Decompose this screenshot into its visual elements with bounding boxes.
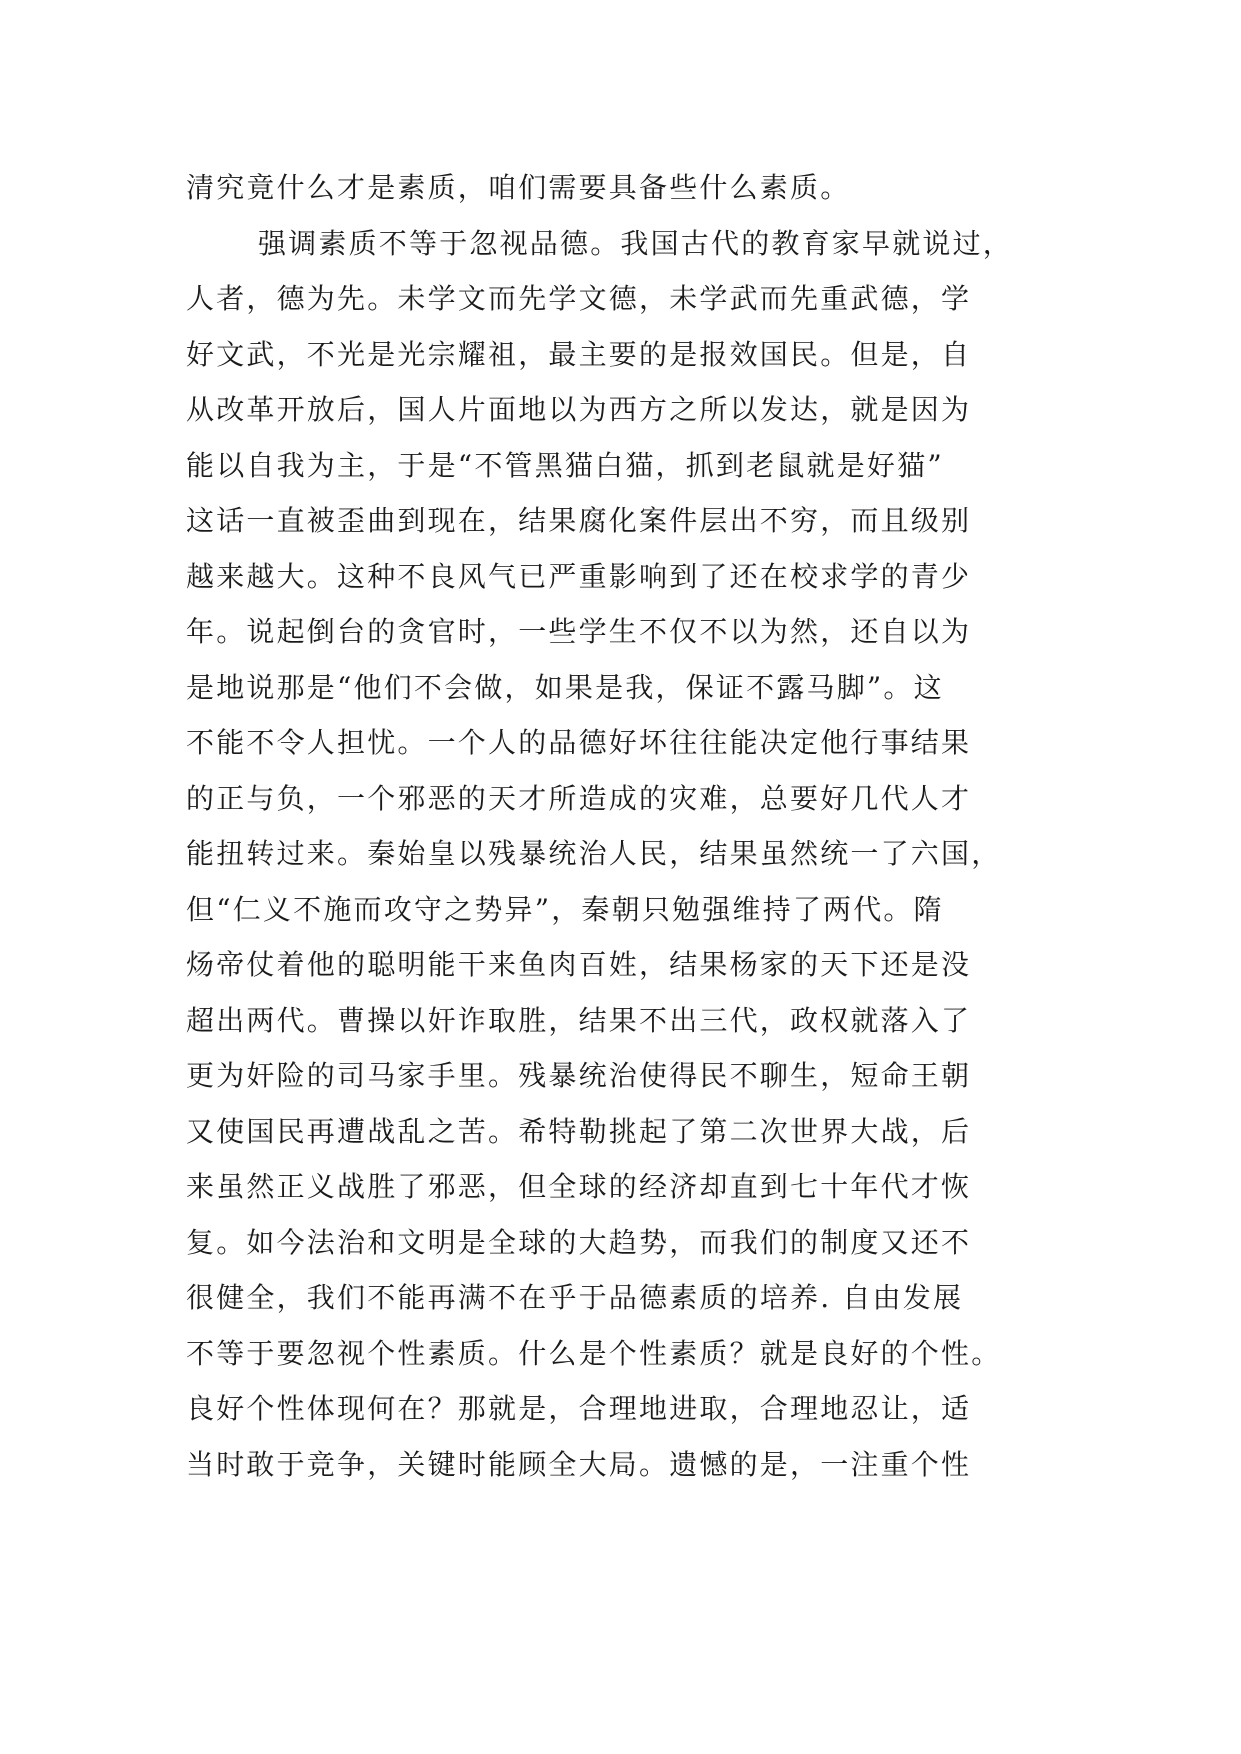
text-line: 来虽然正义战胜了邪恶，但全球的经济却直到七十年代才恢 xyxy=(186,1170,972,1203)
text-line: 炀帝仗着他的聪明能干来鱼肉百姓，结果杨家的天下还是没 xyxy=(186,948,972,981)
text-line: 更为奸险的司马家手里。残暴统治使得民不聊生，短命王朝 xyxy=(186,1059,972,1092)
text-line: 从改革开放后，国人片面地以为西方之所以发达，就是因为 xyxy=(186,393,972,426)
paragraph-first-line: 强调素质不等于忽视品德。我国古代的教育家早就说过， xyxy=(258,226,1014,260)
text-line: 能扭转过来。秦始皇以残暴统治人民，结果虽然统一了六国， xyxy=(186,837,1002,870)
text-line: 良好个性体现何在？那就是，合理地进取，合理地忍让，适 xyxy=(186,1392,972,1425)
text-line: 能以自我为主，于是“不管黑猫白猫，抓到老鼠就是好猫” xyxy=(186,448,944,482)
text-line: 好文武，不光是光宗耀祖，最主要的是报效国民。但是，自 xyxy=(186,337,972,371)
text-line: 这话一直被歪曲到现在，结果腐化案件层出不穷，而且级别 xyxy=(186,504,972,537)
text-line: 的正与负，一个邪恶的天才所造成的灾难，总要好几代人才 xyxy=(186,781,972,815)
text-line: 又使国民再遭战乱之苦。希特勒挑起了第二次世界大战，后 xyxy=(186,1114,972,1148)
text-line: 但“仁义不施而攻守之势异”，秦朝只勉强维持了两代。隋 xyxy=(186,892,944,926)
text-line: 不能不令人担忧。一个人的品德好坏往往能决定他行事结果 xyxy=(186,726,972,759)
text-line: 清究竟什么才是素质，咱们需要具备些什么素质。 xyxy=(186,171,851,204)
text-line: 人者，德为先。未学文而先学文德，未学武而先重武德，学 xyxy=(186,282,972,315)
text-line: 当时敢于竞争，关键时能顾全大局。遗憾的是，一注重个性 xyxy=(186,1447,972,1481)
body-text xyxy=(186,160,1086,1492)
text-line: 复。如今法治和文明是全球的大趋势，而我们的制度又还不 xyxy=(186,1225,972,1259)
text-line: 不等于要忽视个性素质。什么是个性素质？就是良好的个性。 xyxy=(186,1336,1002,1370)
text-line: 很健全，我们不能再满不在乎于品德素质的培养. 自由发展 xyxy=(186,1281,964,1314)
text-line: 超出两代。曹操以奸诈取胜，结果不出三代，政权就落入了 xyxy=(186,1003,972,1037)
text-line: 是地说那是“他们不会做，如果是我，保证不露马脚”。这 xyxy=(186,670,944,704)
text-line: 越来越大。这种不良风气已严重影响到了还在校求学的青少 xyxy=(186,559,972,593)
text-line: 年。说起倒台的贪官时，一些学生不仅不以为然，还自以为 xyxy=(186,615,972,648)
